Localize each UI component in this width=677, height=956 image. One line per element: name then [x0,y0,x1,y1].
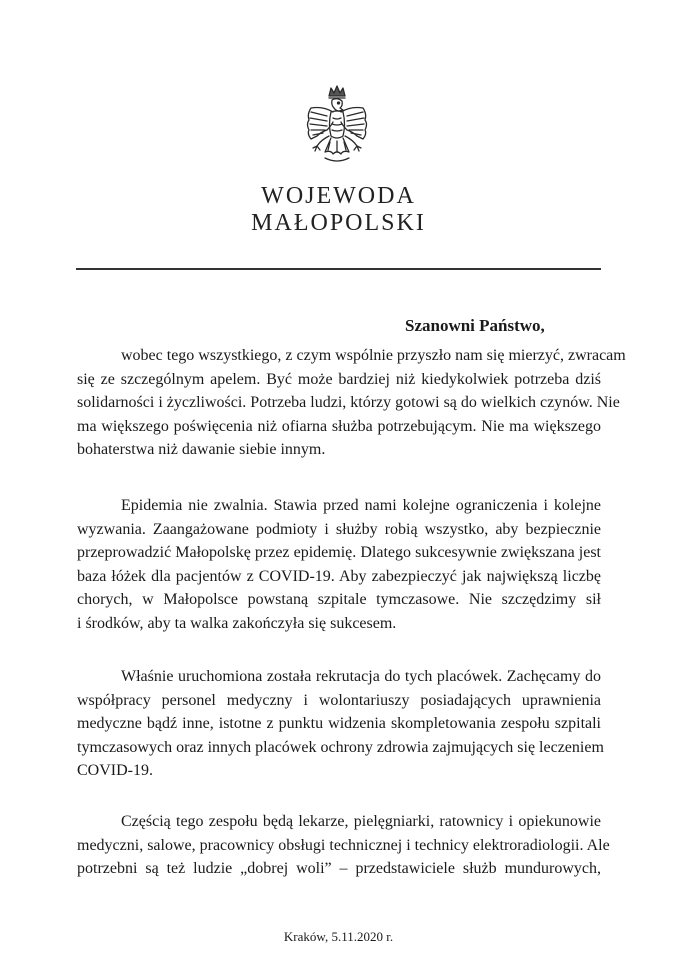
paragraph-line: Częścią tego zespołu będą lekarze, pielęgniarki, ratownicy i opiekunowie [121,813,601,830]
paragraph-line: współpracy personel medyczny i wolontariuszy posiadających uprawnienia [77,691,601,709]
paragraph-line: solidarności i życzliwości. Potrzeba ludzi, którzy gotowi są do wielkich czynów. Nie [77,394,620,411]
header-title-line2: MAŁOPOLSKI [251,210,426,236]
paragraph-line: i środków, aby ta walka zakończyła się sukcesem. [77,614,397,632]
paragraph-line: wobec tego wszystkiego, z czym wspólnie przyszło nam się mierzyć, zwracam [121,347,626,364]
paragraph-line: baza łóżek dla pacjentów z COVID-19. Aby zabezpieczyć jak największą liczbę [77,567,601,585]
paragraph-line: COVID-19. [77,762,153,779]
paragraph-line: się ze szczególnym apelem. Być może bardziej niż kiedykolwiek potrzeba dziś [77,370,601,388]
paragraph-4 [77,810,610,881]
paragraph-line: medyczne bądź inne, istotne z punktu widzenia skompletowania zespołu szpitali [77,715,601,732]
paragraph-line: przeprowadzić Małopolskę przez epidemię. Dlatego sukcesywnie zwiększana jest [77,544,601,561]
salutation: Szanowni Państwo, [405,316,545,335]
paragraph-line: Właśnie uruchomiona została rekrutacja do tych placówek. Zachęcamy do [121,668,601,685]
paragraph-line: tymczasowych oraz innych placówek ochrony zdrowia zajmujących się leczeniem [77,738,604,756]
paragraph-3 [77,665,604,783]
paragraph-1 [77,344,626,462]
header-title-line1: WOJEWODA [261,183,416,209]
paragraph-line: bohaterstwa niż dawanie siebie innym. [77,441,326,458]
paragraph-line: wyzwania. Zaangażowane podmioty i służby robią wszystko, aby bezpiecznie [77,520,601,538]
eagle-emblem-icon [303,84,371,172]
paragraph-line: Epidemia nie zwalnia. Stawia przed nami kolejne ograniczenia i kolejne [121,497,601,514]
header-divider [76,268,601,270]
paragraph-line: ma większego poświęcenia niż ofiarna służba potrzebującym. Nie ma większego [77,417,601,435]
place-date: Kraków, 5.11.2020 r. [283,929,394,944]
paragraph-line: medyczni, salowe, pracownicy obsługi technicznej i technicy elektroradiologii. Ale [77,836,610,854]
paragraph-line: chorych, w Małopolsce powstaną szpitale tymczasowe. Nie szczędzimy sił [77,591,601,608]
paragraph-line: potrzebni są też ludzie „dobrej woli” – przedstawiciele służb mundurowych, [77,860,601,877]
paragraph-2 [77,494,601,635]
